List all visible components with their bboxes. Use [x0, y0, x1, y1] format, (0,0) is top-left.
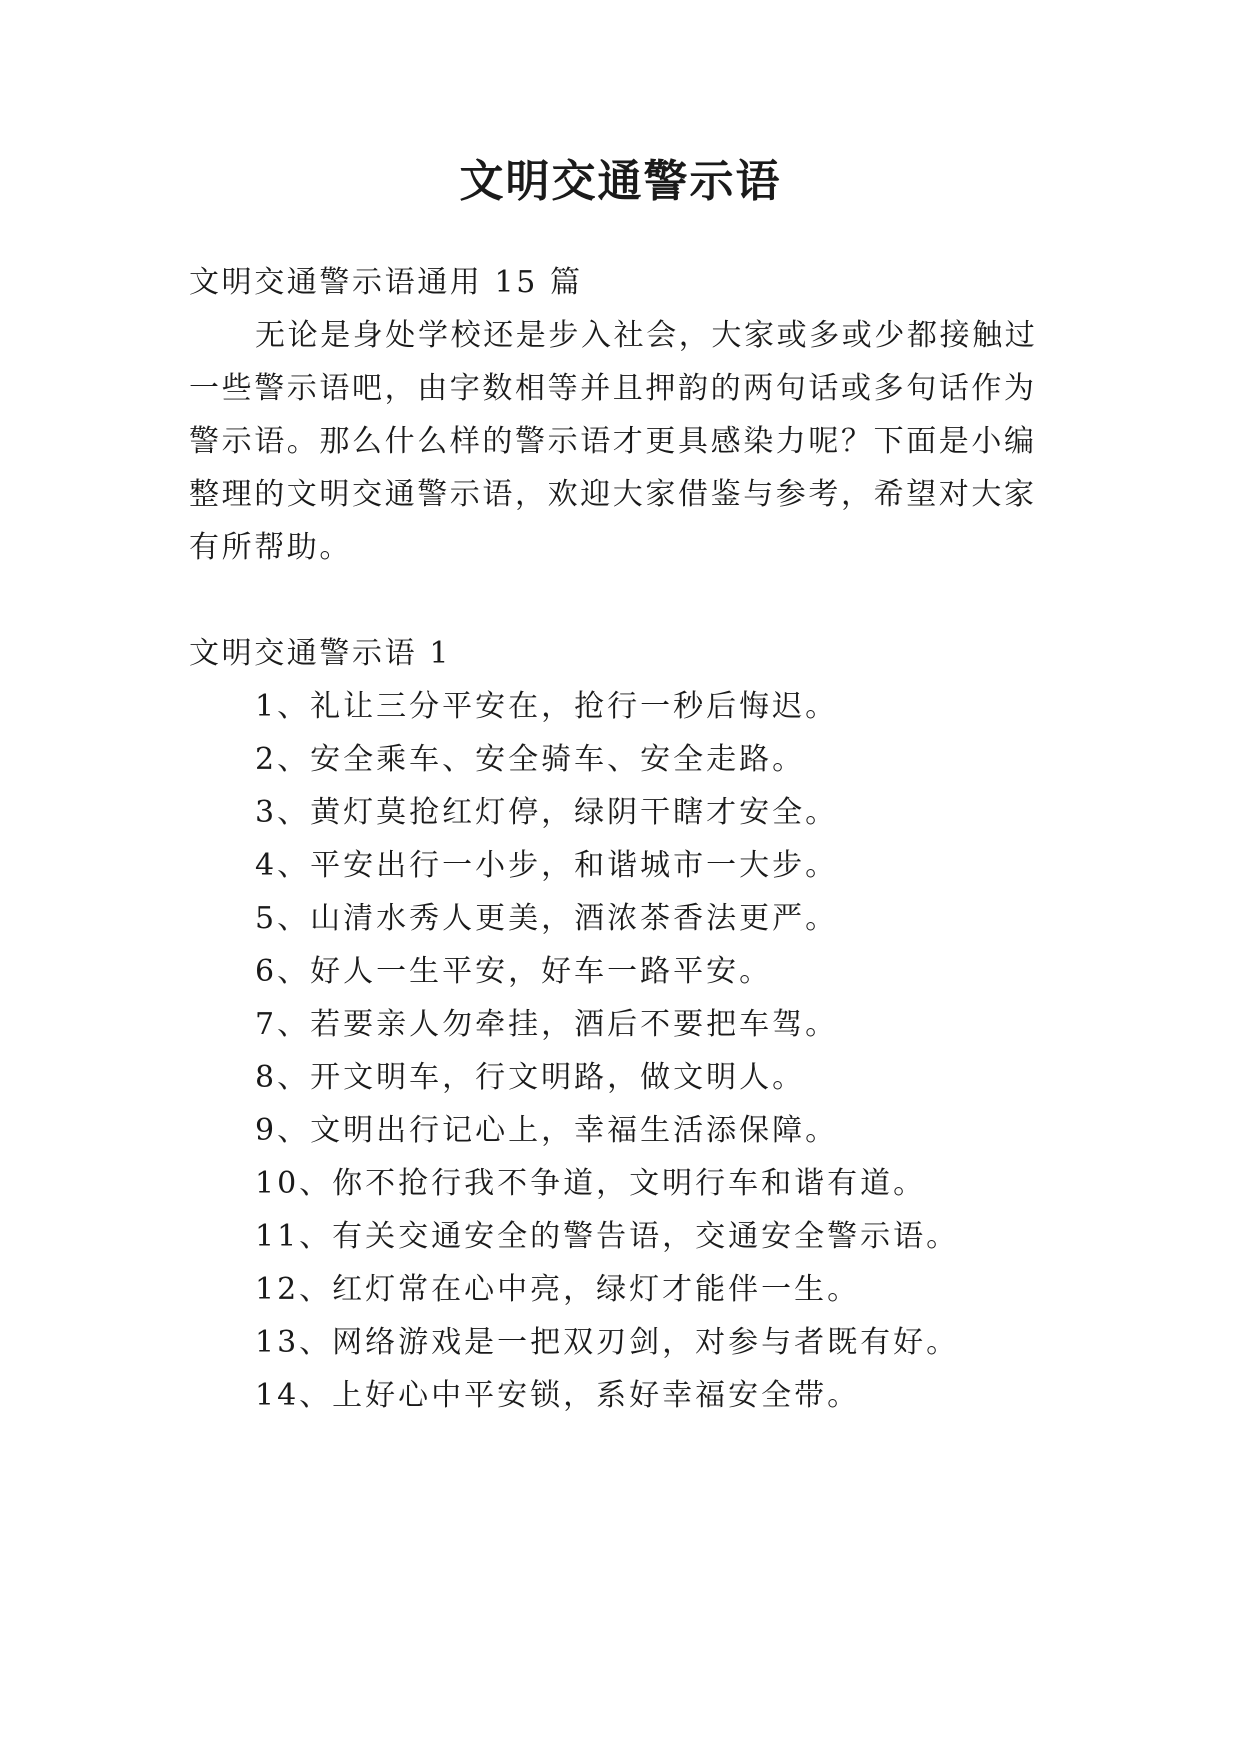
- list-item: 12、红灯常在心中亮，绿灯才能伴一生。: [255, 1272, 861, 1307]
- document-subtitle: 文明交通警示语通用 15 篇: [189, 265, 583, 300]
- list-item: 9、文明出行记心上，幸福生活添保障。: [255, 1113, 839, 1148]
- document-title: 文明交通警示语: [459, 156, 782, 207]
- list-item: 6、好人一生平安，好车一路平安。: [255, 954, 773, 989]
- list-item: 2、安全乘车、安全骑车、安全走路。: [255, 742, 806, 777]
- list-item: 14、上好心中平安锁，系好幸福安全带。: [255, 1378, 861, 1413]
- intro-line-2: 一些警示语吧，由字数相等并且押韵的两句话或多句话作为: [189, 371, 1037, 406]
- intro-line-3: 警示语。那么什么样的警示语才更具感染力呢？下面是小编: [189, 424, 1037, 459]
- list-item: 10、你不抢行我不争道，文明行车和谐有道。: [255, 1166, 927, 1201]
- section-heading: 文明交通警示语 1: [189, 636, 452, 671]
- list-item: 11、有关交通安全的警告语，交通安全警示语。: [255, 1219, 960, 1254]
- list-item: 1、礼让三分平安在，抢行一秒后悔迟。: [255, 689, 839, 724]
- list-item: 3、黄灯莫抢红灯停，绿阴干瞎才安全。: [255, 795, 839, 830]
- intro-line-1: 无论是身处学校还是步入社会，大家或多或少都接触过: [255, 318, 1038, 353]
- list-item: 13、网络游戏是一把双刃剑，对参与者既有好。: [255, 1325, 960, 1360]
- list-item: 7、若要亲人勿牵挂，酒后不要把车驾。: [255, 1007, 839, 1042]
- list-item: 8、开文明车，行文明路，做文明人。: [255, 1060, 806, 1095]
- list-item: 4、平安出行一小步，和谐城市一大步。: [255, 848, 839, 883]
- intro-line-4: 整理的文明交通警示语，欢迎大家借鉴与参考，希望对大家: [189, 477, 1037, 512]
- list-item: 5、山清水秀人更美，酒浓茶香法更严。: [255, 901, 839, 936]
- intro-line-5: 有所帮助。: [189, 530, 352, 565]
